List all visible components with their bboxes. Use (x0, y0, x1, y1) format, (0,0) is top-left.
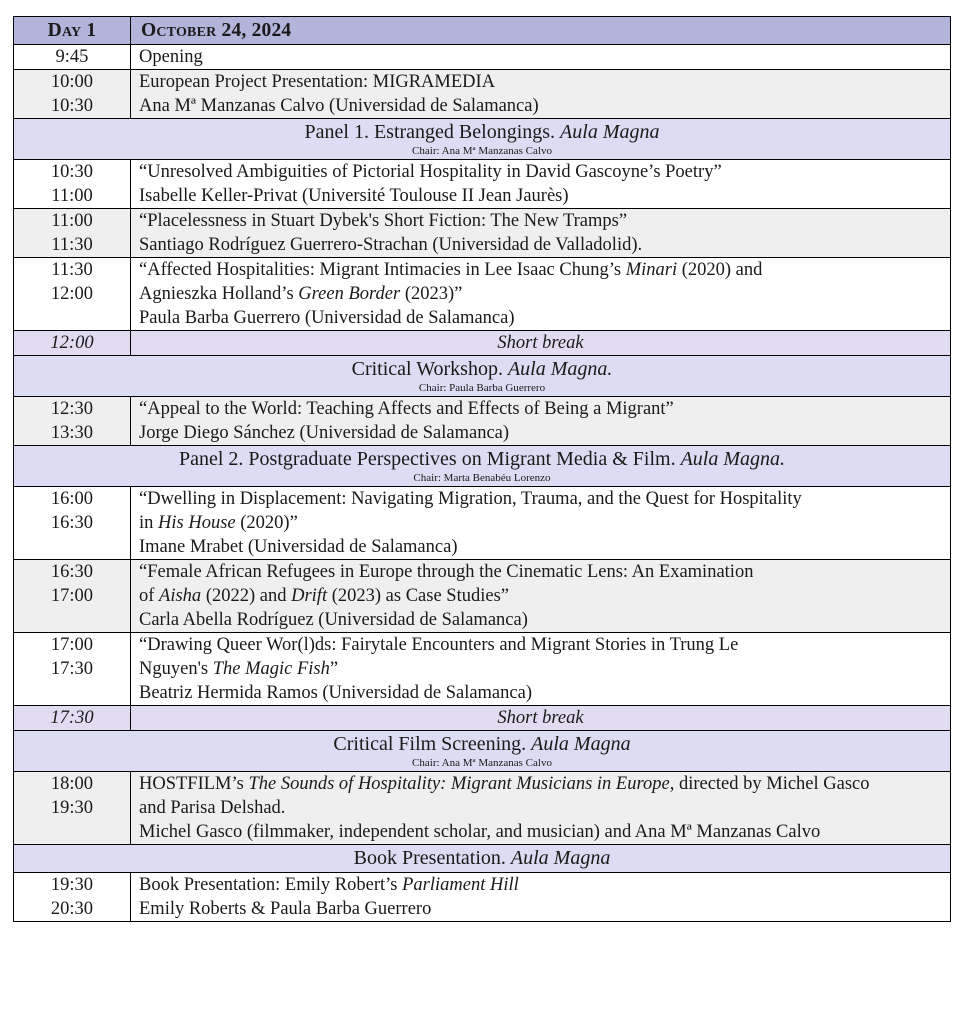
panel-heading-2 (14, 446, 951, 487)
talk-speaker: Carla Abella Rodríguez (Universidad de Salamanca) (139, 610, 528, 630)
panel-heading-screening (14, 731, 951, 772)
schedule-row-migramedia (14, 70, 951, 119)
talk-speaker: Beatriz Hermida Ramos (Universidad de Salamanca) (139, 683, 532, 703)
time-end: 11:00 (51, 186, 93, 206)
talk-title-line-1: “Drawing Queer Wor(l)ds: Fairytale Encounters and Migrant Stories in Trung Le (139, 635, 739, 655)
session-title: European Project Presentation: MIGRAMEDIA (139, 72, 496, 92)
time-start: 12:30 (50, 399, 94, 419)
panel-title: Panel 2. Postgraduate Perspectives on Migrant Media & Film. (178, 448, 681, 470)
schedule-row-gascoyne (14, 160, 951, 209)
film-title: Aisha (159, 586, 202, 606)
header-row (14, 17, 951, 45)
date-label: October 24, 2024 (131, 17, 951, 45)
panel-heading-1 (14, 119, 951, 160)
time-end: 10:30 (50, 96, 94, 116)
time-end: 13:30 (50, 423, 94, 443)
time-end: 20:30 (50, 899, 94, 919)
panel-chair: Chair: Marta Benabéu Lorenzo (413, 472, 551, 484)
time-end: 11:30 (51, 235, 93, 255)
panel-title: Critical Workshop. (351, 358, 508, 380)
time-end: 12:00 (50, 284, 94, 304)
title-text: (2020) and (677, 260, 763, 280)
talk-title: “Placelessness in Stuart Dybek's Short Fiction: The New Tramps” (139, 211, 628, 231)
title-text: (2023) as Case Studies” (327, 586, 509, 606)
title-text: Agnieszka Holland’s (139, 284, 299, 304)
panel-heading-workshop (14, 356, 951, 397)
time-end: 16:30 (50, 513, 94, 533)
time-start: 11:30 (51, 260, 93, 280)
film-title: Green Border (298, 284, 401, 304)
talk-title: “Appeal to the World: Teaching Affects and Effects of Being a Migrant” (139, 399, 674, 419)
time-start: 17:00 (50, 635, 94, 655)
break-row-1 (14, 331, 951, 356)
session-title: Opening (139, 47, 203, 67)
panel-chair: Chair: Ana Mª Manzanas Calvo (412, 757, 552, 769)
film-title: Drift (291, 586, 328, 606)
panel-chair: Chair: Paula Barba Guerrero (418, 382, 546, 394)
time-start: 16:30 (50, 562, 94, 582)
title-text: (2023)” (400, 284, 463, 304)
book-title (139, 873, 942, 897)
panel-heading-book (14, 845, 951, 873)
schedule-row-dwelling (14, 487, 951, 560)
schedule-row-minari (14, 258, 951, 331)
title-text: “Affected Hospitalities: Migrant Intimacies in Lee Isaac Chung’s (139, 260, 626, 280)
film-title: His House (158, 513, 236, 533)
film-title: The Magic Fish (212, 659, 330, 679)
talk-title-line-1: “Dwelling in Displacement: Navigating Migration, Trauma, and the Quest for Hospitality (139, 489, 802, 509)
title-text: Nguyen's (139, 659, 213, 679)
schedule-row-queer (14, 633, 951, 706)
schedule-row-opening (14, 45, 951, 70)
panel-venue: Aula Magna (560, 121, 660, 143)
time-end: 19:30 (50, 798, 94, 818)
time-start: 19:30 (50, 875, 94, 895)
talk-title-line-2 (139, 584, 942, 608)
time-end: 17:30 (50, 659, 94, 679)
talk-title-line-2 (139, 657, 942, 681)
book-name: Parliament Hill (402, 875, 519, 895)
panel-venue: Aula Magna (531, 733, 631, 755)
time-end: 17:00 (50, 586, 94, 606)
time-start: 11:00 (51, 211, 93, 231)
talk-title-line-1: “Female African Refugees in Europe through the Cinematic Lens: An Examination (139, 562, 754, 582)
break-row-2 (14, 706, 951, 731)
talk-speaker: Isabelle Keller-Privat (Université Toulouse II Jean Jaurès) (139, 186, 569, 206)
panel-venue: Aula Magna (510, 847, 611, 869)
schedule-row-female (14, 560, 951, 633)
panel-title: Critical Film Screening. (333, 733, 532, 755)
title-text: , directed by Michel Gasco (669, 774, 870, 794)
title-text: (2020)” (235, 513, 298, 533)
talk-speaker: Jorge Diego Sánchez (Universidad de Salamanca) (139, 423, 510, 443)
talk-title-line-1 (139, 258, 942, 282)
talk-speaker: Imane Mrabet (Universidad de Salamanca) (139, 537, 458, 557)
schedule-row-appeal (14, 397, 951, 446)
talk-title-line-2 (139, 282, 942, 306)
film-title: The Sounds of Hospitality: Migrant Musicians in Europe (248, 774, 670, 794)
day-label: Day 1 (14, 17, 131, 45)
break-label: Short break (131, 706, 951, 731)
schedule-row-hostfilm (14, 772, 951, 845)
time-start: 16:00 (50, 489, 94, 509)
talk-title-line-2 (139, 511, 942, 535)
panel-chair: Chair: Ana Mª Manzanas Calvo (412, 145, 552, 157)
panel-title: Panel 1. Estranged Belongings. (304, 121, 561, 143)
schedule-row-book (14, 873, 951, 922)
time-start: 18:00 (50, 774, 94, 794)
film-title: Minari (625, 260, 678, 280)
schedule-table (13, 16, 951, 922)
time-start: 9:45 (55, 47, 89, 67)
time-start: 10:30 (50, 162, 94, 182)
session-speaker: Ana Mª Manzanas Calvo (Universidad de Salamanca) (139, 96, 539, 116)
title-text: (2022) and (201, 586, 292, 606)
title-text: HOSTFILM’s (139, 774, 249, 794)
talk-speaker: Santiago Rodríguez Guerrero-Strachan (Universidad de Valladolid). (139, 235, 643, 255)
schedule-row-dybek (14, 209, 951, 258)
time-start: 10:00 (50, 72, 94, 92)
panel-venue: Aula Magna. (680, 448, 786, 470)
break-label: Short break (131, 331, 951, 356)
screening-speaker: Michel Gasco (filmmaker, independent scholar, and musician) and Ana Mª Manzanas Calvo (139, 822, 821, 842)
title-text: in (139, 513, 159, 533)
book-speaker: Emily Roberts & Paula Barba Guerrero (139, 899, 432, 919)
talk-speaker: Paula Barba Guerrero (Universidad de Salamanca) (139, 308, 515, 328)
break-time: 17:30 (14, 706, 131, 731)
program-day1 (13, 16, 950, 922)
panel-venue: Aula Magna. (507, 358, 613, 380)
talk-title: “Unresolved Ambiguities of Pictorial Hospitality in David Gascoyne’s Poetry” (139, 162, 722, 182)
break-time: 12:00 (14, 331, 131, 356)
screening-title-line-1 (139, 772, 942, 796)
title-text: Book Presentation: Emily Robert’s (139, 875, 403, 895)
panel-title: Book Presentation. (353, 847, 511, 869)
title-text: of (139, 586, 160, 606)
screening-title-line-2: and Parisa Delshad. (139, 798, 286, 818)
title-text: ” (329, 659, 339, 679)
